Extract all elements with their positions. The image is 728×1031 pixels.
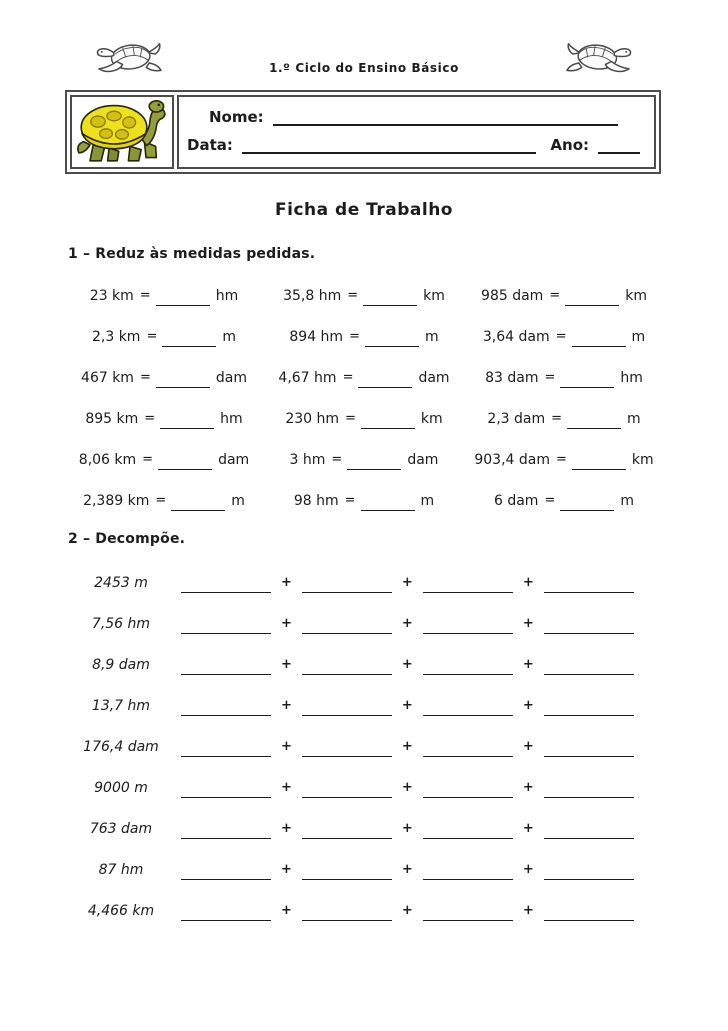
decompose-blank-line xyxy=(423,866,513,880)
section1-heading: 1 – Reduz às medidas pedidas. xyxy=(68,246,316,262)
answer-blank-line xyxy=(156,374,210,388)
conversion-problem xyxy=(264,275,464,316)
decompose-blank-line xyxy=(302,579,392,593)
decompose-blank-line xyxy=(544,702,634,716)
conversion-problem xyxy=(264,357,464,398)
decompose-blank-line xyxy=(544,825,634,839)
decompose-blank-line xyxy=(302,661,392,675)
decompose-blank-line xyxy=(544,866,634,880)
problem-value: 98 hm xyxy=(293,492,339,509)
decompose-blank-line xyxy=(302,825,392,839)
cartoon-tortoise-icon xyxy=(74,95,170,169)
plus-sign: + xyxy=(401,698,413,713)
plus-sign: + xyxy=(522,698,534,713)
decompose-value: 9000 m xyxy=(94,779,148,796)
section2-heading: 2 – Decompõe. xyxy=(68,531,186,547)
equals-sign: = xyxy=(551,411,563,426)
equals-sign: = xyxy=(155,493,167,508)
answer-blank-line xyxy=(358,374,412,388)
decompose-row xyxy=(65,685,634,726)
answer-blank-line xyxy=(365,333,419,347)
decompose-blanks xyxy=(181,859,634,880)
decompose-blank-line xyxy=(302,784,392,798)
target-unit: m xyxy=(424,328,439,345)
plus-sign: + xyxy=(522,862,534,877)
plus-sign: + xyxy=(401,575,413,590)
decompose-value: 87 hm xyxy=(98,861,144,878)
equals-sign: = xyxy=(555,329,567,344)
plus-sign: + xyxy=(522,739,534,754)
equals-sign: = xyxy=(345,411,356,426)
target-unit: m xyxy=(627,410,641,427)
decompose-blanks xyxy=(181,818,634,839)
answer-blank-line xyxy=(160,415,214,429)
decompose-row xyxy=(65,726,634,767)
problem-value: 83 dam xyxy=(485,369,539,386)
plus-sign: + xyxy=(281,903,292,918)
target-unit: m xyxy=(222,328,236,345)
problem-value: 895 km xyxy=(85,410,139,427)
problem-value: 467 km xyxy=(81,369,134,386)
decompose-blanks xyxy=(181,736,634,757)
decompose-blanks xyxy=(181,900,634,921)
decompose-blank-line xyxy=(423,661,513,675)
decompose-value: 8,9 dam xyxy=(92,656,150,673)
decompose-row xyxy=(65,849,634,890)
decompose-blanks xyxy=(181,654,634,675)
plus-sign: + xyxy=(522,780,534,795)
decompose-value: 4,466 km xyxy=(87,902,155,919)
equals-sign: = xyxy=(146,329,158,344)
decompose-blank-line xyxy=(181,702,271,716)
target-unit: hm xyxy=(620,369,643,386)
decompose-blank-line xyxy=(181,620,271,634)
equals-sign: = xyxy=(139,370,151,385)
answer-blank-line xyxy=(572,333,626,347)
equals-sign: = xyxy=(549,288,561,303)
plus-sign: + xyxy=(401,616,413,631)
plus-sign: + xyxy=(401,903,413,918)
decompose-blank-line xyxy=(181,866,271,880)
school-level-text: 1.º Ciclo do Ensino Básico xyxy=(269,61,459,75)
problem-value: 6 dam xyxy=(493,492,539,509)
conversion-problem xyxy=(464,439,664,480)
target-unit: km xyxy=(420,410,443,427)
decompose-blank-line xyxy=(302,620,392,634)
target-unit: dam xyxy=(407,451,439,468)
plus-sign: + xyxy=(281,739,292,754)
plus-sign: + xyxy=(281,575,292,590)
decompose-blank-line xyxy=(423,825,513,839)
plus-sign: + xyxy=(401,739,413,754)
student-id-fields xyxy=(177,95,656,169)
plus-sign: + xyxy=(401,657,413,672)
problem-value: 230 hm xyxy=(285,410,340,427)
decompose-row xyxy=(65,767,634,808)
conversion-problem xyxy=(64,480,264,521)
equals-sign: = xyxy=(347,288,359,303)
section1-problems-grid xyxy=(64,275,664,521)
decompose-value: 176,4 dam xyxy=(83,738,159,755)
conversion-problem xyxy=(64,398,264,439)
decompose-value: 13,7 hm xyxy=(91,697,151,714)
decompose-blanks xyxy=(181,572,634,593)
decompose-row xyxy=(65,562,634,603)
decompose-blank-line xyxy=(181,743,271,757)
conversion-problem xyxy=(464,275,664,316)
conversion-problem xyxy=(264,439,464,480)
decompose-blank-line xyxy=(181,661,271,675)
target-unit: m xyxy=(231,492,245,509)
decompose-row xyxy=(65,644,634,685)
target-unit: hm xyxy=(215,287,239,304)
conversion-problem xyxy=(64,275,264,316)
section2-rows xyxy=(65,562,634,931)
answer-blank-line xyxy=(361,415,415,429)
problem-value: 2,3 km xyxy=(91,328,141,345)
answer-blank-line xyxy=(560,497,614,511)
problem-value: 2,3 dam xyxy=(487,410,546,427)
answer-blank-line xyxy=(171,497,225,511)
conversion-problem xyxy=(64,316,264,357)
problem-value: 23 km xyxy=(89,287,134,304)
plus-sign: + xyxy=(522,575,534,590)
plus-sign: + xyxy=(281,657,292,672)
equals-sign: = xyxy=(139,288,151,303)
decompose-blank-line xyxy=(181,825,271,839)
conversion-problem xyxy=(464,357,664,398)
problem-value: 4,67 hm xyxy=(278,369,337,386)
plus-sign: + xyxy=(281,821,292,836)
decompose-blank-line xyxy=(544,907,634,921)
data-blank-line xyxy=(242,138,537,154)
equals-sign: = xyxy=(555,452,567,467)
decompose-blank-line xyxy=(423,620,513,634)
ano-blank-line xyxy=(598,138,640,154)
target-unit: km xyxy=(625,287,647,304)
decompose-row xyxy=(65,890,634,931)
plus-sign: + xyxy=(281,780,292,795)
conversion-problem xyxy=(464,398,664,439)
problem-value: 8,06 km xyxy=(78,451,137,468)
equals-sign: = xyxy=(142,452,154,467)
answer-blank-line xyxy=(560,374,614,388)
answer-blank-line xyxy=(347,456,401,470)
plus-sign: + xyxy=(522,657,534,672)
target-unit: dam xyxy=(215,369,247,386)
data-row xyxy=(187,136,640,154)
equals-sign: = xyxy=(331,452,343,467)
plus-sign: + xyxy=(522,903,534,918)
decompose-value: 7,56 hm xyxy=(91,615,151,632)
problem-value: 894 hm xyxy=(289,328,344,345)
conversion-problem xyxy=(464,480,664,521)
decompose-blank-line xyxy=(423,702,513,716)
problem-value: 985 dam xyxy=(481,287,544,304)
plus-sign: + xyxy=(281,862,292,877)
answer-blank-line xyxy=(572,456,626,470)
decompose-blank-line xyxy=(181,579,271,593)
equals-sign: = xyxy=(544,493,556,508)
conversion-problem xyxy=(264,398,464,439)
target-unit: km xyxy=(631,451,654,468)
decompose-row xyxy=(65,808,634,849)
conversion-problem xyxy=(64,439,264,480)
answer-blank-line xyxy=(567,415,621,429)
plus-sign: + xyxy=(401,821,413,836)
plus-sign: + xyxy=(401,862,413,877)
target-unit: dam xyxy=(418,369,450,386)
decompose-blank-line xyxy=(181,907,271,921)
nome-row xyxy=(187,108,640,126)
data-label: Data: xyxy=(187,135,233,154)
student-id-box xyxy=(65,90,661,174)
target-unit: km xyxy=(423,287,445,304)
answer-blank-line xyxy=(363,292,417,306)
problem-value: 2,389 km xyxy=(83,492,150,509)
decompose-blank-line xyxy=(302,866,392,880)
decompose-blank-line xyxy=(423,579,513,593)
answer-blank-line xyxy=(361,497,415,511)
nome-label: Nome: xyxy=(209,108,264,127)
page-title: Ficha de Trabalho xyxy=(275,200,453,220)
equals-sign: = xyxy=(349,329,360,344)
conversion-problem xyxy=(64,357,264,398)
target-unit: m xyxy=(420,492,435,509)
equals-sign: = xyxy=(344,493,356,508)
decompose-blank-line xyxy=(423,743,513,757)
decompose-blank-line xyxy=(544,784,634,798)
plus-sign: + xyxy=(281,698,292,713)
problem-value: 3,64 dam xyxy=(482,328,550,345)
decompose-blank-line xyxy=(423,907,513,921)
decompose-blank-line xyxy=(302,907,392,921)
conversion-problem xyxy=(464,316,664,357)
decompose-blanks xyxy=(181,777,634,798)
target-unit: m xyxy=(631,328,646,345)
target-unit: m xyxy=(620,492,634,509)
decompose-value: 2453 m xyxy=(94,574,148,591)
decompose-blank-line xyxy=(302,702,392,716)
decompose-blank-line xyxy=(423,784,513,798)
equals-sign: = xyxy=(144,411,156,426)
decompose-blanks xyxy=(181,695,634,716)
answer-blank-line xyxy=(162,333,216,347)
equals-sign: = xyxy=(544,370,556,385)
decompose-value: 763 dam xyxy=(89,820,153,837)
target-unit: hm xyxy=(220,410,243,427)
plus-sign: + xyxy=(281,616,292,631)
answer-blank-line xyxy=(156,292,210,306)
decompose-blank-line xyxy=(544,661,634,675)
decompose-blank-line xyxy=(544,620,634,634)
decompose-blank-line xyxy=(181,784,271,798)
problem-value: 3 hm xyxy=(289,451,326,468)
problem-value: 35,8 hm xyxy=(283,287,342,304)
nome-blank-line xyxy=(273,110,618,126)
ano-label: Ano: xyxy=(550,135,589,154)
target-unit: dam xyxy=(218,451,250,468)
problem-value: 903,4 dam xyxy=(474,451,550,468)
equals-sign: = xyxy=(342,370,354,385)
decompose-blank-line xyxy=(544,743,634,757)
answer-blank-line xyxy=(565,292,619,306)
conversion-problem xyxy=(264,316,464,357)
decompose-blank-line xyxy=(302,743,392,757)
answer-blank-line xyxy=(158,456,212,470)
plus-sign: + xyxy=(522,616,534,631)
decompose-row xyxy=(65,603,634,644)
conversion-problem xyxy=(264,480,464,521)
decompose-blanks xyxy=(181,613,634,634)
decompose-blank-line xyxy=(544,579,634,593)
plus-sign: + xyxy=(522,821,534,836)
plus-sign: + xyxy=(401,780,413,795)
tortoise-image-cell xyxy=(70,95,174,169)
